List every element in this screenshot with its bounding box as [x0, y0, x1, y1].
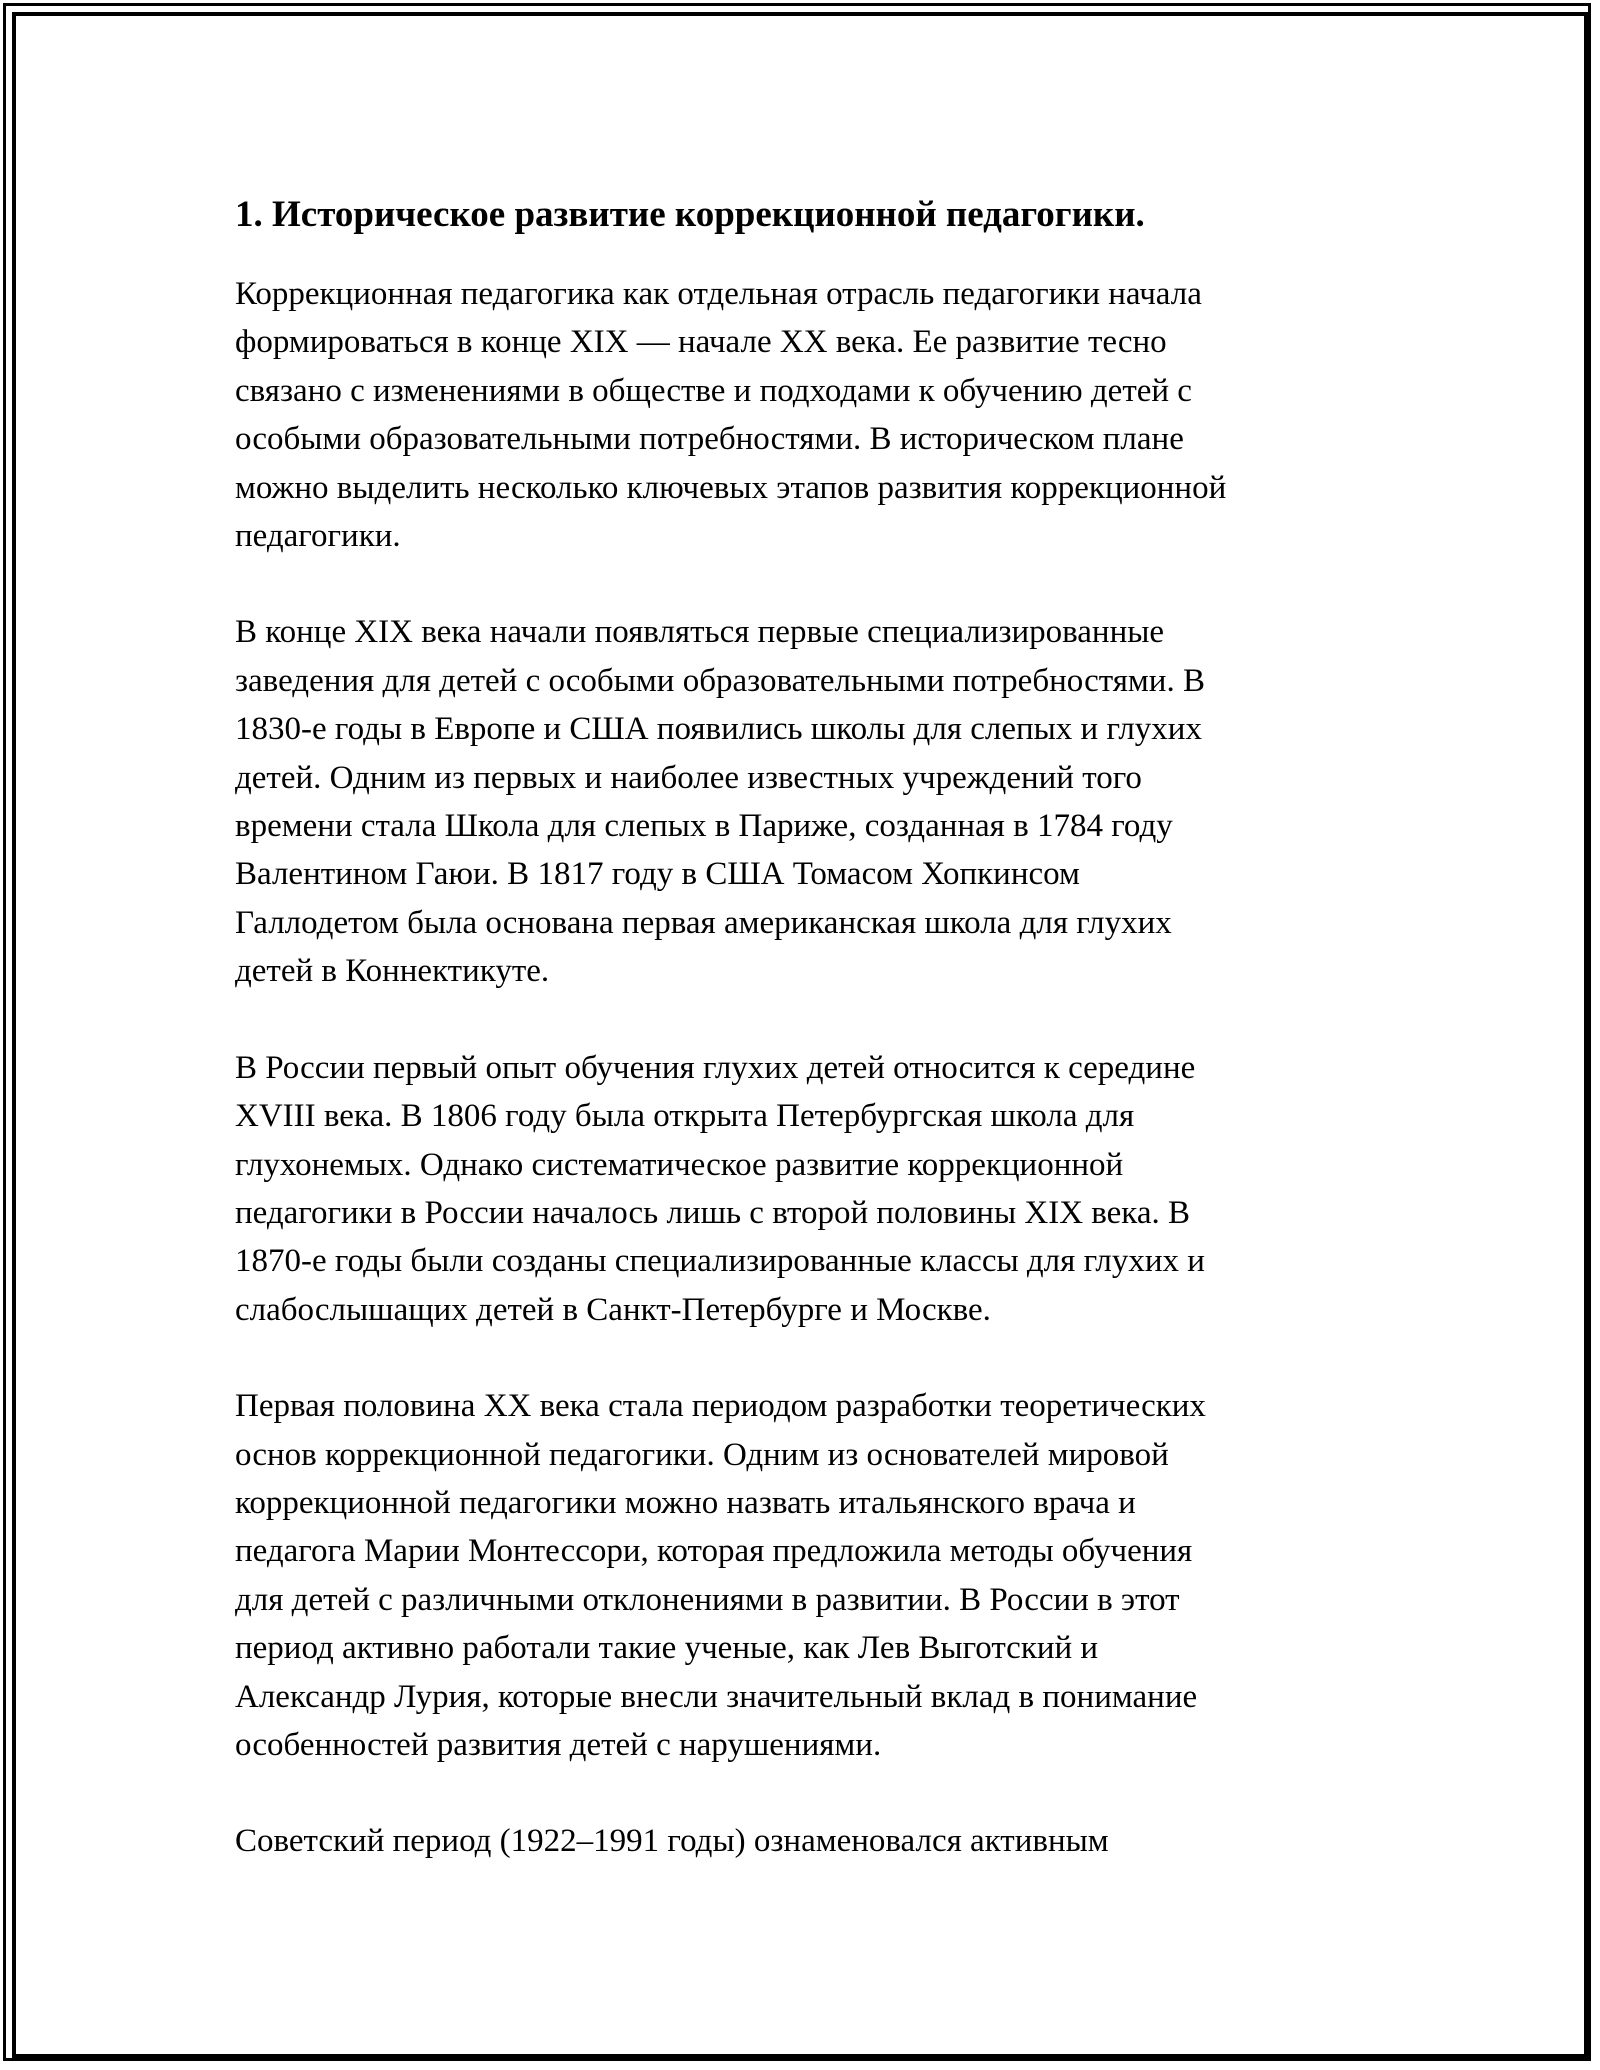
text-line: времени стала Школа для слепых в Париже, созданная в 1784 году — [235, 808, 1173, 845]
text-line: XVIII века. В 1806 году была открыта Петербургская школа для — [235, 1098, 1135, 1135]
text-line: Первая половина XX века стала периодом разработки теоретических — [235, 1388, 1206, 1425]
text-line: Валентином Гаюи. В 1817 году в США Томасом Хопкинсом — [235, 856, 1080, 893]
text-line: педагогики в России началось лишь с второй половины XIX века. В — [235, 1194, 1191, 1231]
text-line: особыми образовательными потребностями. В историческом плане — [235, 421, 1184, 458]
text-line: Александр Лурия, которые внесли значительный вклад в понимание — [235, 1678, 1198, 1715]
text-line: Коррекционная педагогика как отдельная отрасль педагогики начала — [235, 276, 1202, 312]
section-heading: 1. Историческое развитие коррекционной педагогики. — [235, 194, 1145, 235]
text-line: связано с изменениями в обществе и подходами к обучению детей с — [235, 372, 1192, 409]
paragraph-list — [235, 270, 1375, 1866]
text-line: 1870-е годы были созданы специализированные классы для глухих и — [235, 1243, 1205, 1280]
paragraph — [235, 270, 1375, 560]
text-line: В России первый опыт обучения глухих детей относится к середине — [235, 1049, 1196, 1086]
paragraph — [235, 608, 1375, 995]
text-line: для детей с различными отклонениями в развитии. В России в этот — [235, 1581, 1180, 1618]
paragraph — [235, 1044, 1375, 1334]
text-line: Советский период (1922–1991 годы) ознаменовался активным — [235, 1823, 1109, 1860]
text-line: педагога Марии Монтессори, которая предложила методы обучения — [235, 1533, 1193, 1570]
text-line: коррекционной педагогики можно назвать итальянского врача и — [235, 1484, 1136, 1521]
text-line: детей в Коннектикуте. — [235, 953, 550, 990]
text-line: заведения для детей с особыми образовательными потребностями. В — [235, 662, 1205, 699]
text-line: 1830-е годы в Европе и США появились школы для слепых и глухих — [235, 711, 1202, 748]
text-line: можно выделить несколько ключевых этапов развития коррекционной — [235, 469, 1227, 506]
document-body — [235, 186, 1375, 1914]
text-line: детей. Одним из первых и наиболее известных учреждений того — [235, 759, 1142, 796]
text-line: формироваться в конце XIX — начале XX века. Ее развитие тесно — [235, 324, 1167, 361]
text-line: особенностей развития детей с нарушениями. — [235, 1726, 882, 1763]
text-line: слабослышащих детей в Санкт-Петербурге и Москве. — [235, 1291, 991, 1328]
text-line: глухонемых. Однако систематическое развитие коррекционной — [235, 1146, 1124, 1183]
text-line: В конце XIX века начали появляться первые специализированные — [235, 614, 1165, 651]
paragraph — [235, 1382, 1375, 1769]
text-line: педагогики. — [235, 518, 401, 555]
text-line: Галлодетом была основана первая американская школа для глухих — [235, 904, 1172, 941]
text-line: период активно работали такие ученые, как Лев Выготский и — [235, 1630, 1099, 1667]
text-line: основ коррекционной педагогики. Одним из основателей мировой — [235, 1436, 1169, 1473]
paragraph — [235, 1817, 1375, 1865]
